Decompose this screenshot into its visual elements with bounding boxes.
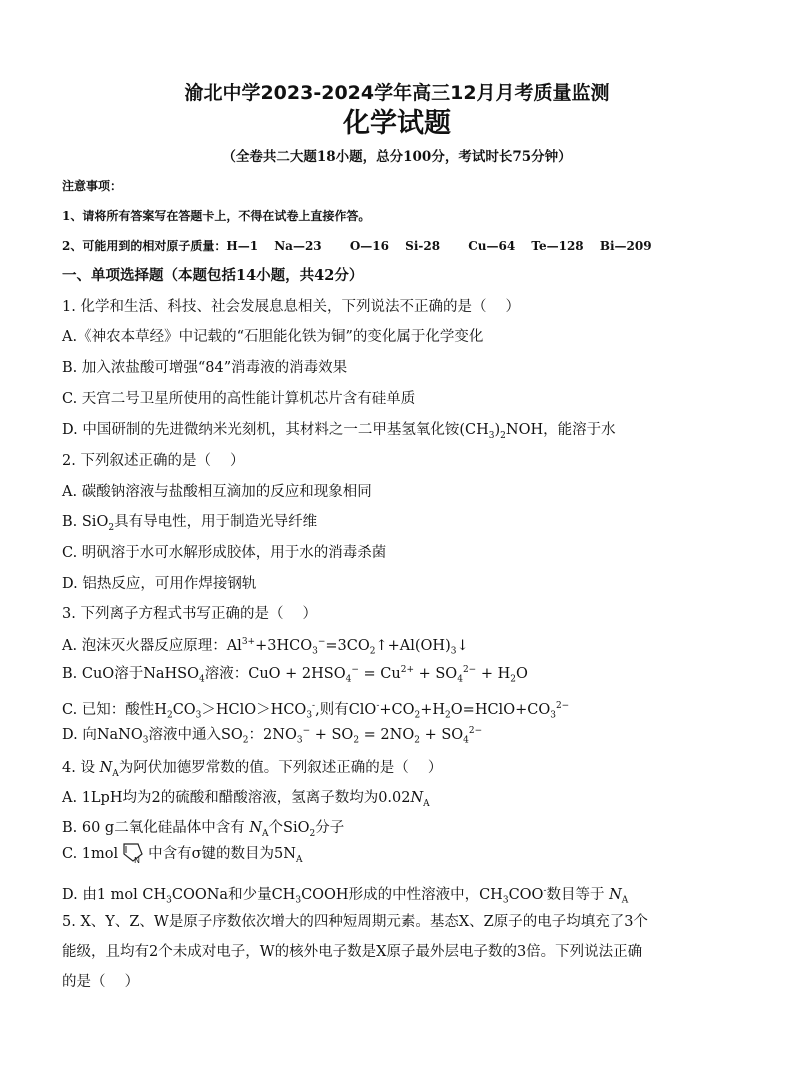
q1-option-a: A.《神农本草经》中记载的“石胆能化铁为铜”的变化属于化学变化 <box>62 329 484 345</box>
q2-option-b: B. SiO$_2$具有导电性，用于制造光导纤维 <box>62 514 318 533</box>
exam-info: （全卷共二大题18小题，总分100分，考试时长75分钟） <box>222 149 572 165</box>
q2-option-d: D. 铝热反应，可用作焊接钢轨 <box>62 576 257 592</box>
exam-title: 渝北中学2023-2024学年高三12月月考质量监测 <box>184 82 610 104</box>
q2-stem: 2. 下列叙述正确的是（ ） <box>62 453 245 469</box>
q4-option-b: B. 60 g二氧化硅晶体中含有 $N_A$个SiO$_2$分子 <box>62 820 345 839</box>
section-heading: 一、单项选择题（本题包括14小题，共42分） <box>62 267 364 284</box>
q1-option-b: B. 加入浓盐酸可增强“84”消毒液的消毒效果 <box>62 360 348 376</box>
q3-option-a: A. 泡沫灭火器反应原理：$Al^{3+}+3HCO_3^-=3CO_2↑+Al(OH)_3↓$ <box>62 637 469 657</box>
q2-option-a: A. 碳酸钠溶液与盐酸相互滴加的反应和现象相同 <box>62 484 372 500</box>
q1-option-c: C. 天宫二号卫星所使用的高性能计算机芯片含有硅单质 <box>62 391 416 407</box>
q3-stem: 3. 下列离子方程式书写正确的是（ ） <box>62 606 318 622</box>
subject-title: 化学试题 <box>343 108 451 139</box>
q4-option-c: C. 1mol N 中含有σ键的数目为$5N_A$ <box>62 840 302 870</box>
notes-heading: 注意事项： <box>62 179 123 193</box>
q3-option-d: D. 向NaNO$_3$溶液中通入$SO_2$：$2NO_3^- + SO_2 = 2NO_2 + SO_4^{2-}$ <box>62 726 483 746</box>
notes-item-1: 1、请将所有答案写在答题卡上，不得在试卷上直接作答。 <box>62 209 371 223</box>
q4-stem: 4. 设 $N_A$为阿伏加德罗常数的值。下列叙述正确的是（ ） <box>62 760 443 779</box>
q4-option-d: D. 由1 mol $CH_3COONa$和少量$CH_3COOH$形成的中性溶液中，$CH_3COO^-$数目等于 $N_A$ <box>62 886 629 906</box>
q5-line-3: 的是（ ） <box>62 974 140 990</box>
q5-line-1: 5. X、Y、Z、W是原子序数依次增大的四种短周期元素。基态X、Z原子的电子均填充了3个 <box>62 914 648 930</box>
q2-option-c: C. 明矾溶于水可水解形成胶体，用于水的消毒杀菌 <box>62 545 387 561</box>
q4-option-a: A. 1LpH均为2的硫酸和醋酸溶液，氢离子数均为$0.02N_A$ <box>62 790 430 809</box>
q5-line-2: 能级，且均有2个未成对电子，W的核外电子数是X原子最外层电子数的3倍。下列说法正确 <box>62 944 643 960</box>
pyrrole-structure-icon <box>120 840 146 864</box>
q1-option-d: D. 中国研制的先进微纳米光刻机，其材料之一二甲基氢氧化铵$(CH_3)_2NOH$，能溶于水 <box>62 422 616 441</box>
q3-option-b: B. CuO溶于NaHSO$_4$溶液：CuO + $2HSO_4^- = Cu^{2+} + SO_4^{2-} + H_2O$ <box>62 665 528 685</box>
svg-text:N: N <box>134 856 141 864</box>
notes-item-2: 2、可能用到的相对原子质量：H—1 Na—23 O—16 Si-28 Cu—64 Te—128 Bi—209 <box>62 239 652 253</box>
q1-stem: 1. 化学和生活、科技、社会发展息息相关，下列说法不正确的是（ ） <box>62 299 521 315</box>
q3-option-c: C. 已知：酸性$H_2CO_3>HClO>HCO_3^-$,则有$ClO^-+CO_2+H_2O=HClO+CO_3^{2-}$ <box>62 701 570 721</box>
